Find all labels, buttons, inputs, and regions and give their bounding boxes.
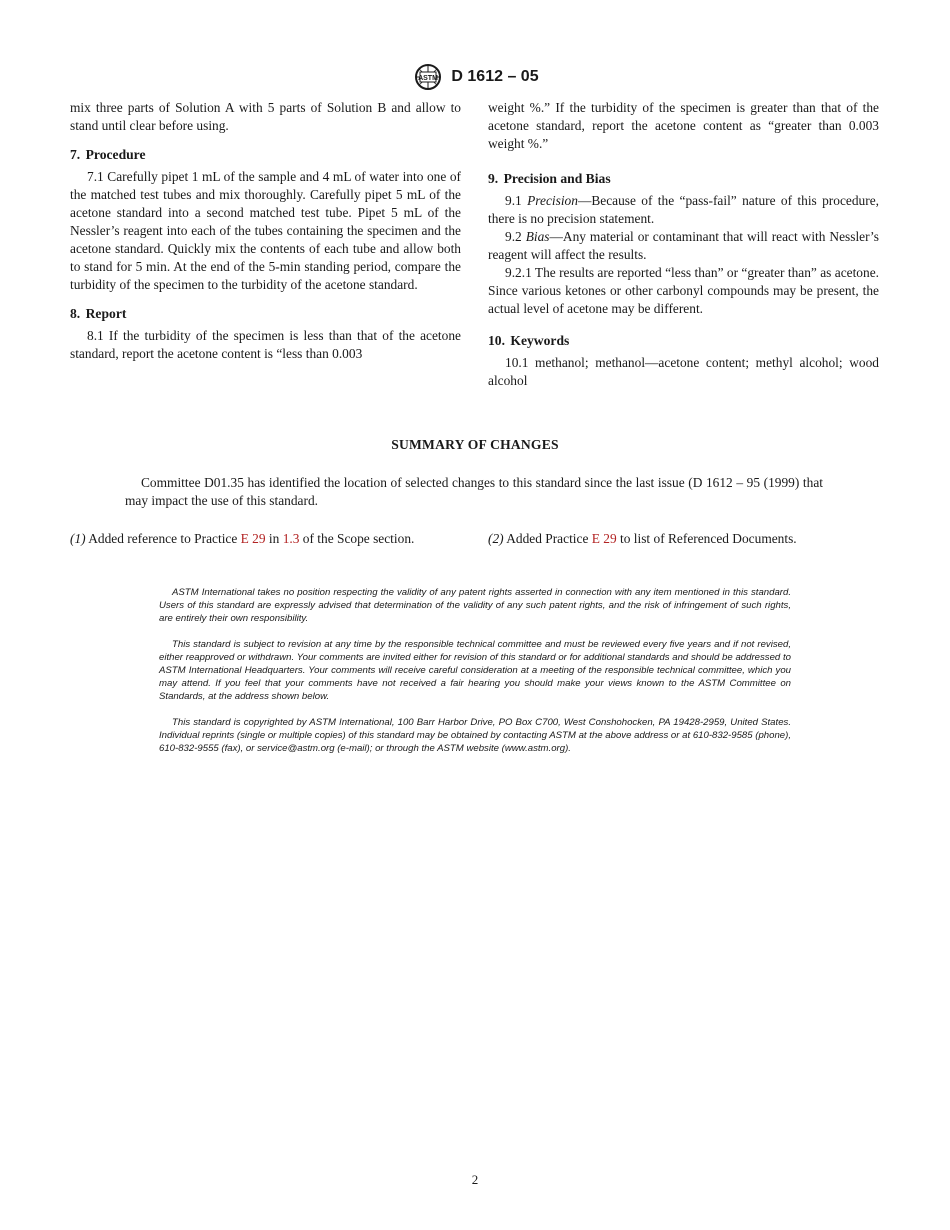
summary-of-changes-title: SUMMARY OF CHANGES: [391, 437, 559, 452]
change-item-1: (1) Added reference to Practice E 29 in 1.3 of the Scope section.: [70, 531, 415, 546]
section-heading-keywords: 10. Keywords: [488, 333, 570, 348]
section-heading-procedure: 7. Procedure: [70, 147, 146, 162]
section-heading-precision-bias: 9. Precision and Bias: [488, 171, 611, 186]
section-heading-report: 8. Report: [70, 306, 127, 321]
paragraph-9-1: 9.1 Precision—Because of the “pass-fail” nature of this procedure, there is no precision statement.: [488, 193, 879, 226]
paragraph-7-1: 7.1 Carefully pipet 1 mL of the sample and 4 mL of water into one of the matched test tubes and mix thoroughly. Carefully pipet 5 mL of the acetone standard into a second matched test tube. Pipet 5 mL of the Nessler’s reagent into each of the tubes containing the specimen and the acetone standard. Quickly mix the contents of each tube and allow both to stand for 5 min. At the end of the 5-min standing period, compare the turbidity of the specimen to the turbidity of the acetone standard.: [70, 169, 461, 292]
continuation-text: weight %.” If the turbidity of the specimen is greater than that of the acetone standard, report the acetone content as “greater than 0.003 weight %.”: [488, 100, 879, 151]
page-number: 2: [471, 1172, 479, 1187]
patent-notice: ASTM International takes no position respecting the validity of any patent rights asserted in connection with any item mentioned in this standard. Users of this standard are expressly advised that determination of the validity of any such patent rights, and the risk of infringement of such rights, are entirely their own responsibility.: [159, 587, 791, 624]
astm-logo-icon: [411, 62, 445, 92]
standard-designation: D 1612 – 05: [451, 68, 539, 85]
change-item-2: (2) Added Practice E 29 to list of Referenced Documents.: [488, 531, 797, 546]
link-e29[interactable]: E 29: [591, 531, 617, 546]
right-column: [488, 99, 879, 390]
page-header: [0, 62, 950, 92]
svg-text:ASTM: ASTM: [418, 75, 439, 82]
legal-notices: [159, 586, 791, 768]
paragraph-9-2-1: 9.2.1 The results are reported “less than” or “greater than” as acetone. Since various ketones or other carbonyl compounds may be present, the actual level of acetone may be different.: [488, 265, 879, 316]
continuation-text: mix three parts of Solution A with 5 parts of Solution B and allow to stand until clear before using.: [70, 100, 461, 133]
paragraph-9-2: 9.2 Bias—Any material or contaminant that will react with Nessler’s reagent will affect the results.: [488, 229, 879, 262]
copyright-notice: This standard is copyrighted by ASTM International, 100 Barr Harbor Drive, PO Box C700, West Conshohocken, PA 19428-2959, United States. Individual reprints (single or multiple copies) of this standard may be obtained by contacting ASTM at the above address or at 610-832-9585 (phone), 610-832-9555 (fax), or service@astm.org (e-mail); or through the ASTM website (www.astm.org).: [159, 717, 791, 754]
link-e29[interactable]: E 29: [240, 531, 266, 546]
revision-notice: This standard is subject to revision at any time by the responsible technical committee and must be reviewed every five years and if not revised, either reapproved or withdrawn. Your comments are invited either for revision of this standard or for additional standards and should be addressed to ASTM International Headquarters. Your comments will receive careful consideration at a meeting of the responsible technical committee, which you may attend. If you feel that your comments have not received a fair hearing you should make your views known to the ASTM Committee on Standards, at the address shown below.: [159, 639, 791, 702]
left-column: [70, 99, 461, 363]
link-section-1-3[interactable]: 1.3: [282, 531, 300, 546]
summary-intro: Committee D01.35 has identified the location of selected changes to this standard since the last issue (D 1612 – 95 (1999) that may impact the use of this standard.: [125, 475, 823, 508]
paragraph-8-1: 8.1 If the turbidity of the specimen is less than that of the acetone standard, report the acetone content is “less than 0.003: [70, 328, 461, 361]
paragraph-10-1: 10.1 methanol; methanol—acetone content; methyl alcohol; wood alcohol: [488, 355, 879, 388]
